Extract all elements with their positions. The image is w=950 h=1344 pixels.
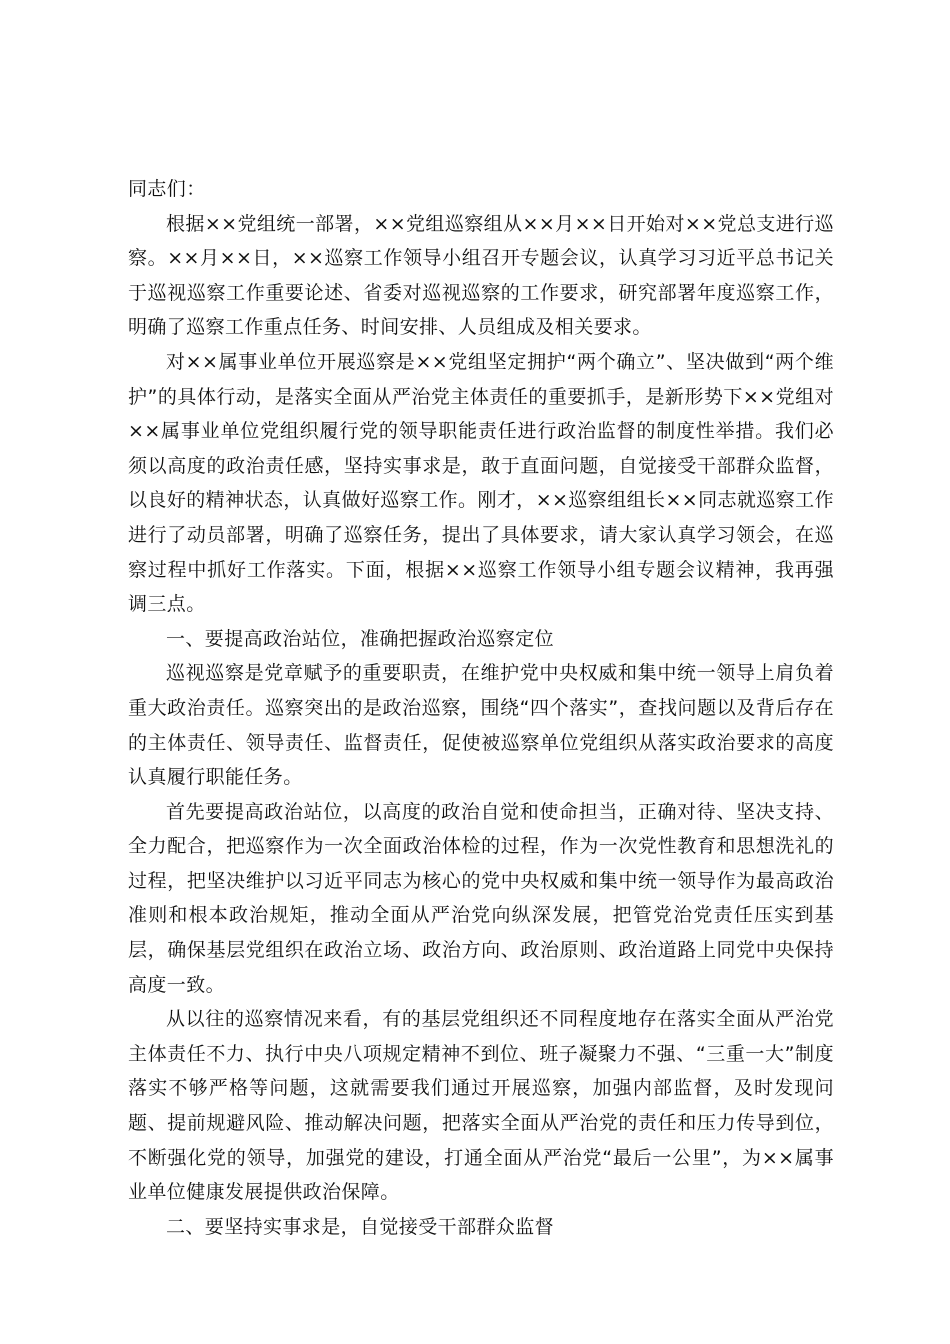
section-heading-1: 一、要提高政治站位，准确把握政治巡察定位 (166, 627, 555, 650)
salutation: 同志们： (128, 178, 206, 200)
paragraph-significance: 对××属事业单位开展巡察是××党组坚定拥护“两个确立”、坚决做到“两个维护”的具体行动，是落实全面从严治党主体责任的重要抓手，是新形势下××党组对××属事业单位党组织履行党的领导职能责任进行政治监督的制度性举措。我们必须以高度的政治责任感，坚持实事求是，敢于直面问题，自觉接受干部群众监督，以良好的精神状态，认真做好巡察工作。刚才，××巡察组组长××同志就巡察工作进行了动员部署，明确了巡察任务，提出了具体要求，请大家认真学习领会，在巡察过程中抓好工作落实。下面，根据××巡察工作领导小组专题会议精神，我再强调三点。 (128, 350, 834, 616)
speech-body (128, 172, 834, 1244)
paragraph-intro: 根据××党组统一部署，××党组巡察组从××月××日开始对××党总支进行巡察。××月××日，××巡察工作领导小组召开专题会议，认真学习习近平总书记关于巡视巡察工作重要论述、省委对巡视巡察的工作要求，研究部署年度巡察工作，明确了巡察工作重点任务、时间安排、人员组成及相关要求。 (128, 212, 834, 339)
section-heading-2: 二、要坚持实事求是，自觉接受干部群众监督 (166, 1215, 555, 1238)
paragraph-past-inspections: 从以往的巡察情况来看，有的基层党组织还不同程度地存在落实全面从严治党主体责任不力、执行中央八项规定精神不到位、班子凝聚力不强、“三重一大”制度落实不够严格等问题，这就需要我们通过开展巡察，加强内部监督，及时发现问题、提前规避风险、推动解决问题，把落实全面从严治党的责任和压力传导到位，不断强化党的领导，加强党的建设，打通全面从严治党“最后一公里”，为××属事业单位健康发展提供政治保障。 (128, 1008, 834, 1204)
paragraph-political-inspection: 巡视巡察是党章赋予的重要职责，在维护党中央权威和集中统一领导上肩负着重大政治责任。巡察突出的是政治巡察，围绕“四个落实”，查找问题以及背后存在的主体责任、领导责任、监督责任，促使被巡察单位党组织从落实政治要求的高度认真履行职能任务。 (128, 662, 834, 789)
paragraph-political-standing: 首先要提高政治站位，以高度的政治自觉和使命担当，正确对待、坚决支持、全力配合，把巡察作为一次全面政治体检的过程，作为一次党性教育和思想洗礼的过程，把坚决维护以习近平同志为核心的党中央权威和集中统一领导作为最高政治准则和根本政治规矩，推动全面从严治党向纵深发展，把管党治党责任压实到基层，确保基层党组织在政治立场、政治方向、政治原则、政治道路上同党中央保持高度一致。 (128, 800, 834, 996)
